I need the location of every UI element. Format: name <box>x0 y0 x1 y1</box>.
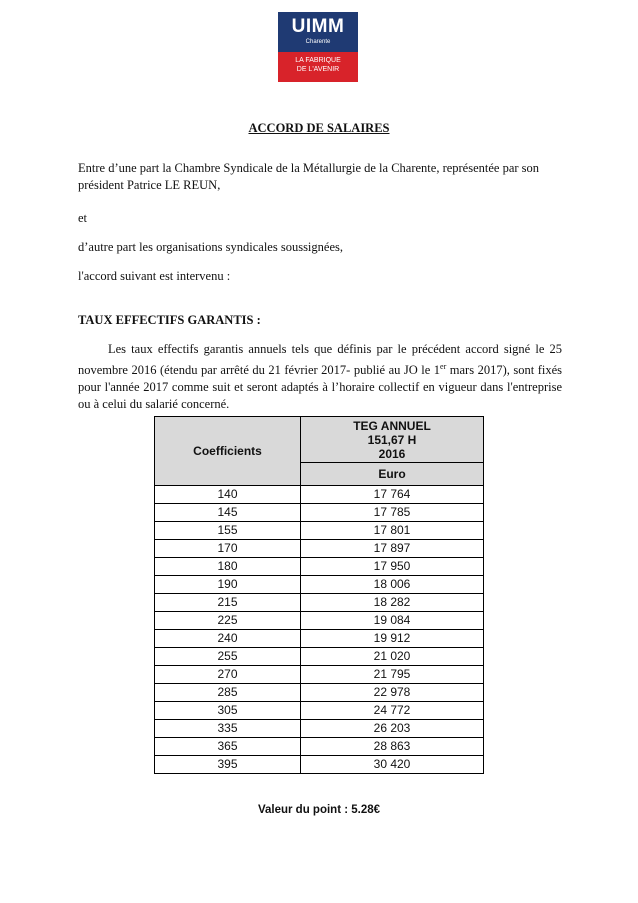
coef-cell: 365 <box>155 738 301 756</box>
logo-top-block <box>278 12 358 52</box>
value-cell: 19 912 <box>301 630 484 648</box>
value-cell: 21 795 <box>301 666 484 684</box>
coef-cell: 395 <box>155 756 301 774</box>
value-cell: 22 978 <box>301 684 484 702</box>
header-teg: TEG ANNUEL 151,67 H 2016 <box>301 417 484 463</box>
rates-text-start: Les taux effectifs garantis annuels tels que définis par le précédent accord signé le 25 novembre 2016 (étendu par arrêté du 21 février 2017- publié au JO le 1 <box>78 342 562 378</box>
value-cell: 18 006 <box>301 576 484 594</box>
coef-cell: 240 <box>155 630 301 648</box>
wage-table <box>154 416 484 774</box>
coef-cell: 305 <box>155 702 301 720</box>
value-cell: 28 863 <box>301 738 484 756</box>
value-cell: 17 897 <box>301 540 484 558</box>
rates-text-end: mars 2017), sont fixés pour l'année 2017 comme suit et seront adaptés à l’horaire collectif en vigueur dans l'entreprise ou à celui du salarié concerné. <box>78 363 562 412</box>
value-cell: 17 801 <box>301 522 484 540</box>
paragraph-unions: d’autre part les organisations syndicales soussignées, <box>78 240 343 254</box>
value-cell: 30 420 <box>301 756 484 774</box>
value-cell: 19 084 <box>301 612 484 630</box>
paragraph-agreement: l'accord suivant est intervenu : <box>78 269 231 283</box>
table-row <box>155 648 484 666</box>
table-row <box>155 702 484 720</box>
coef-cell: 155 <box>155 522 301 540</box>
logo-tagline: LA FABRIQUE DE L'AVENIR <box>295 57 341 73</box>
coef-cell: 255 <box>155 648 301 666</box>
rates-text-sup: er <box>440 362 447 371</box>
table-row <box>155 486 484 504</box>
coef-cell: 145 <box>155 504 301 522</box>
paragraph-parties: Entre d’une part la Chambre Syndicale de la Métallurgie de la Charente, représentée par son président Patrice LE REUN, <box>78 161 540 192</box>
coef-cell: 170 <box>155 540 301 558</box>
document-title: ACCORD DE SALAIRES <box>248 121 390 135</box>
table-row <box>155 666 484 684</box>
table-row <box>155 630 484 648</box>
table-row <box>155 594 484 612</box>
header-unit: Euro <box>301 463 484 486</box>
point-value: Valeur du point : 5.28€ <box>257 804 381 816</box>
table-row <box>155 612 484 630</box>
value-cell: 17 764 <box>301 486 484 504</box>
value-cell: 24 772 <box>301 702 484 720</box>
paragraph-rates <box>78 341 562 413</box>
table-row <box>155 504 484 522</box>
logo-region: Charente <box>305 39 331 45</box>
value-cell: 18 282 <box>301 594 484 612</box>
table-row <box>155 576 484 594</box>
logo-brand: UIMM <box>291 16 345 37</box>
header-coefficients: Coefficients <box>155 417 301 486</box>
uimm-logo <box>278 12 358 82</box>
coef-cell: 215 <box>155 594 301 612</box>
coef-cell: 190 <box>155 576 301 594</box>
table-row <box>155 558 484 576</box>
value-cell: 17 785 <box>301 504 484 522</box>
table-row <box>155 684 484 702</box>
coef-cell: 180 <box>155 558 301 576</box>
coef-cell: 140 <box>155 486 301 504</box>
coef-cell: 225 <box>155 612 301 630</box>
table-row <box>155 540 484 558</box>
section-heading: TAUX EFFECTIFS GARANTIS : <box>78 313 261 327</box>
value-cell: 17 950 <box>301 558 484 576</box>
value-cell: 26 203 <box>301 720 484 738</box>
coef-cell: 270 <box>155 666 301 684</box>
coef-cell: 335 <box>155 720 301 738</box>
coef-cell: 285 <box>155 684 301 702</box>
value-cell: 21 020 <box>301 648 484 666</box>
table-row <box>155 756 484 774</box>
logo-bottom-block <box>278 52 358 82</box>
paragraph-et: et <box>78 211 88 225</box>
table-row <box>155 738 484 756</box>
table-row <box>155 720 484 738</box>
table-row <box>155 522 484 540</box>
